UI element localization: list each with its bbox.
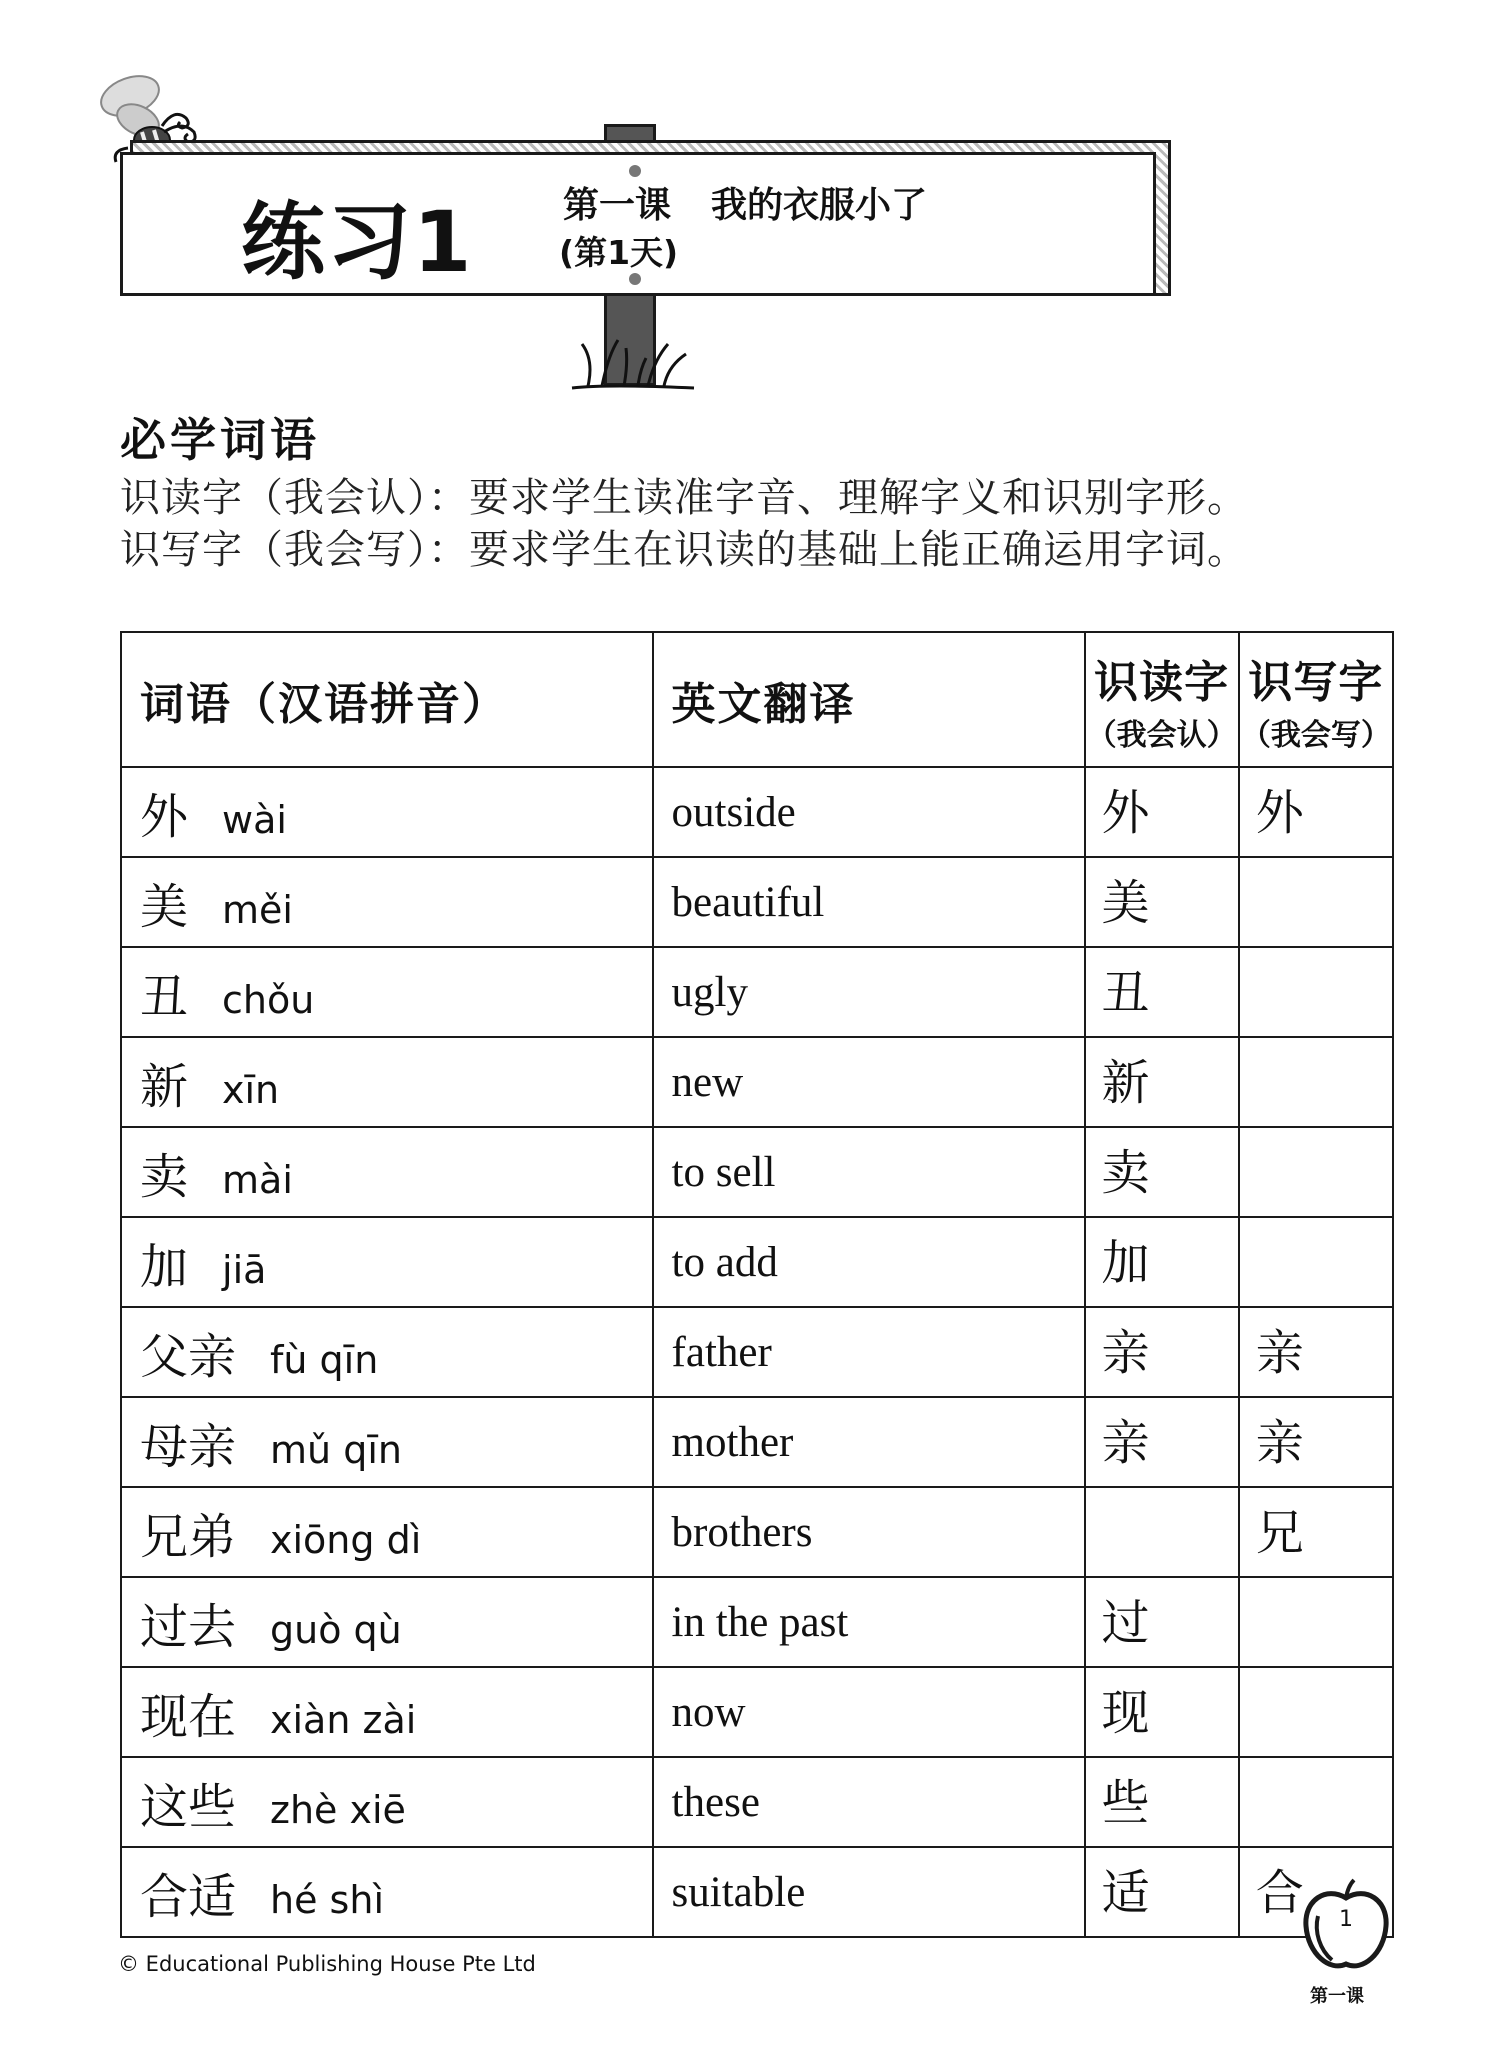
table-header-row (121, 632, 1393, 767)
table-row (121, 1037, 1393, 1127)
table-row (121, 1847, 1393, 1937)
word-hanzi: 兄弟 (140, 1508, 237, 1565)
nail-dot (629, 273, 641, 285)
word-cell (121, 1037, 653, 1127)
english-cell: outside (653, 767, 1085, 857)
word-cell (121, 1307, 653, 1397)
word-cell (121, 1127, 653, 1217)
read-char-cell: 现 (1085, 1667, 1239, 1757)
day-label: (第1天) (559, 233, 679, 272)
write-char-cell (1239, 1577, 1393, 1667)
write-char-cell (1239, 1217, 1393, 1307)
header-write-label: 识写字 (1248, 656, 1384, 708)
word-hanzi: 外 (140, 788, 189, 845)
write-char-cell: 外 (1239, 767, 1393, 857)
table-row (121, 1757, 1393, 1847)
word-pinyin: chǒu (222, 977, 315, 1022)
write-char-cell (1239, 1127, 1393, 1217)
write-char-cell: 亲 (1239, 1307, 1393, 1397)
table-row (121, 1667, 1393, 1757)
table-row (121, 857, 1393, 947)
english-cell: mother (653, 1397, 1085, 1487)
lesson-title: 我的衣服小了 (711, 185, 928, 226)
word-hanzi: 父亲 (140, 1328, 237, 1385)
word-hanzi: 卖 (140, 1148, 189, 1205)
lesson-number: 第一课 (563, 185, 672, 226)
writing-requirement-note: 识写字（我会写）：要求学生在识读的基础上能正确运用字词。 (120, 527, 1248, 573)
read-char-cell: 美 (1085, 857, 1239, 947)
header-word: 词语（汉语拼音） (121, 632, 653, 767)
word-hanzi: 现在 (140, 1688, 237, 1745)
english-cell: father (653, 1307, 1085, 1397)
write-char-cell: 兄 (1239, 1487, 1393, 1577)
copyright-notice: © Educational Publishing House Pte Ltd (118, 1952, 536, 1976)
header-english: 英文翻译 (653, 632, 1085, 767)
english-cell: now (653, 1667, 1085, 1757)
write-char-cell: 亲 (1239, 1397, 1393, 1487)
english-cell: beautiful (653, 857, 1085, 947)
table-row (121, 1127, 1393, 1217)
word-pinyin: měi (222, 887, 293, 932)
word-cell (121, 947, 653, 1037)
word-cell (121, 1847, 653, 1937)
write-char-cell (1239, 857, 1393, 947)
word-pinyin: xiàn zài (270, 1697, 417, 1742)
english-cell: new (653, 1037, 1085, 1127)
write-char-cell (1239, 1667, 1393, 1757)
table-row (121, 1307, 1393, 1397)
word-cell (121, 1487, 653, 1577)
word-pinyin: wài (222, 797, 287, 842)
nail-dot (629, 165, 641, 177)
word-cell (121, 1577, 653, 1667)
read-char-cell: 适 (1085, 1847, 1239, 1937)
grass-icon (568, 330, 698, 392)
english-cell: these (653, 1757, 1085, 1847)
exercise-title: 练习1 (241, 193, 474, 291)
word-hanzi: 母亲 (140, 1418, 237, 1475)
table-row (121, 1487, 1393, 1577)
word-pinyin: guò qù (270, 1607, 402, 1652)
word-pinyin: zhè xiē (270, 1787, 406, 1832)
header-write (1239, 632, 1393, 767)
table-row (121, 1577, 1393, 1667)
word-hanzi: 美 (140, 878, 189, 935)
word-pinyin: xīn (222, 1067, 280, 1112)
word-pinyin: jiā (222, 1247, 267, 1292)
read-char-cell: 丑 (1085, 947, 1239, 1037)
read-char-cell: 些 (1085, 1757, 1239, 1847)
english-cell: in the past (653, 1577, 1085, 1667)
english-cell: ugly (653, 947, 1085, 1037)
english-cell: to sell (653, 1127, 1085, 1217)
word-hanzi: 丑 (140, 968, 189, 1025)
read-char-cell: 外 (1085, 767, 1239, 857)
write-char-cell: 合 (1239, 1847, 1393, 1937)
header-write-sub: （我会写） (1240, 717, 1391, 753)
reading-requirement-note: 识读字（我会认）：要求学生读准字音、理解字义和识别字形。 (120, 475, 1248, 521)
read-char-cell: 过 (1085, 1577, 1239, 1667)
read-char-cell (1085, 1487, 1239, 1577)
word-cell (121, 1397, 653, 1487)
english-cell: suitable (653, 1847, 1085, 1937)
section-title: 必学词语 (120, 413, 320, 467)
read-char-cell: 新 (1085, 1037, 1239, 1127)
page-number: 1 (1339, 1907, 1353, 1932)
vocabulary-table (120, 631, 1394, 1938)
word-hanzi: 合适 (140, 1868, 237, 1925)
word-hanzi: 加 (140, 1238, 189, 1295)
word-pinyin: hé shì (270, 1877, 384, 1922)
table-row (121, 1397, 1393, 1487)
table-row (121, 1217, 1393, 1307)
header-read-sub: （我会认） (1086, 717, 1237, 753)
word-pinyin: fù qīn (270, 1337, 379, 1382)
word-hanzi: 新 (140, 1058, 189, 1115)
read-char-cell: 亲 (1085, 1307, 1239, 1397)
table-row (121, 947, 1393, 1037)
word-pinyin: xiōng dì (270, 1517, 422, 1562)
write-char-cell (1239, 947, 1393, 1037)
word-cell (121, 1757, 653, 1847)
header-read (1085, 632, 1239, 767)
signboard (120, 152, 1156, 296)
word-hanzi: 过去 (140, 1598, 237, 1655)
read-char-cell: 卖 (1085, 1127, 1239, 1217)
english-cell: brothers (653, 1487, 1085, 1577)
word-cell (121, 1667, 653, 1757)
write-char-cell (1239, 1757, 1393, 1847)
word-hanzi: 这些 (140, 1778, 237, 1835)
word-cell (121, 1217, 653, 1307)
word-pinyin: mài (222, 1157, 293, 1202)
word-pinyin: mǔ qīn (270, 1427, 402, 1472)
lesson-heading (563, 177, 927, 228)
read-char-cell: 亲 (1085, 1397, 1239, 1487)
footer-lesson-label: 第一课 (1310, 1986, 1364, 2007)
header-read-label: 识读字 (1094, 656, 1230, 708)
write-char-cell (1239, 1037, 1393, 1127)
table-row (121, 767, 1393, 857)
word-cell (121, 857, 653, 947)
english-cell: to add (653, 1217, 1085, 1307)
word-cell (121, 767, 653, 857)
read-char-cell: 加 (1085, 1217, 1239, 1307)
